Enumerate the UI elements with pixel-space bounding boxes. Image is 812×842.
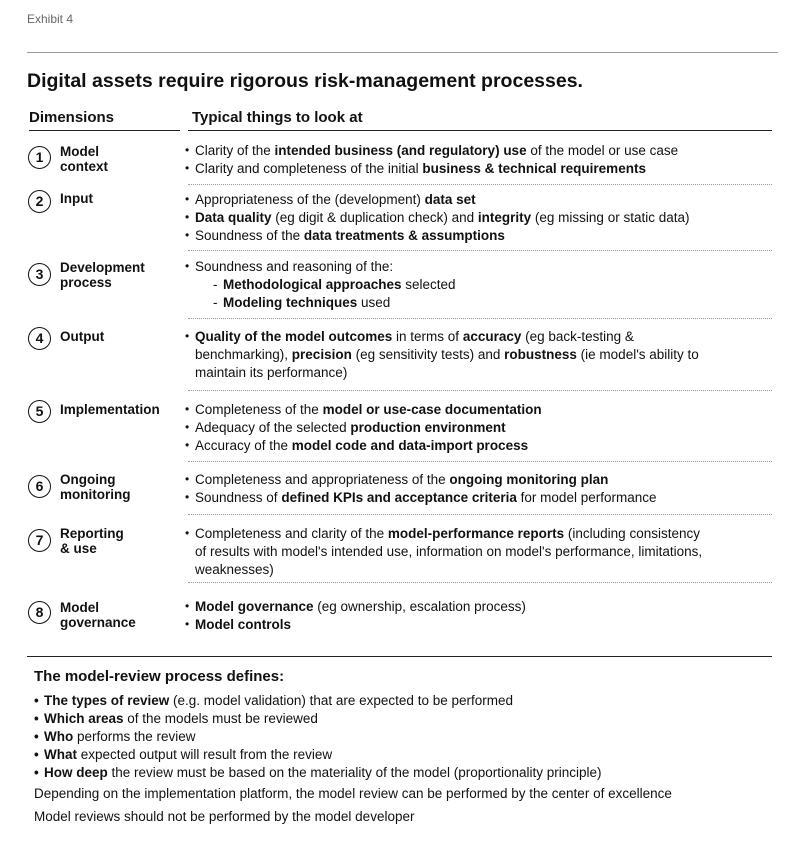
review-item: • What expected output will result from the review	[34, 746, 602, 764]
dimension-number-badge: 3	[28, 263, 51, 286]
checklist-line: • Appropriateness of the (development) data set	[185, 191, 689, 209]
header-rule-typical	[188, 130, 772, 131]
checklist-line: • Soundness of the data treatments & assumptions	[185, 227, 689, 245]
checklist-line: • Adequacy of the selected production environment	[185, 419, 542, 437]
dimension-number-badge: 1	[28, 146, 51, 169]
checklist-line: • Soundness of defined KPIs and acceptance criteria for model performance	[185, 489, 656, 507]
checklist-line: weaknesses)	[195, 561, 274, 577]
review-list	[34, 692, 602, 782]
review-note-1: Depending on the implementation platform, the model review can be performed by the center of excellence	[34, 786, 672, 801]
dimension-label: Reporting & use	[60, 526, 124, 556]
checklist-line: • Quality of the model outcomes in terms of accuracy (eg back-testing &	[185, 328, 699, 346]
row-divider	[188, 318, 772, 319]
dimension-checklist	[185, 471, 656, 507]
dimension-number-badge: 5	[28, 400, 51, 423]
dimension-label: Model context	[60, 144, 109, 174]
dimension-checklist	[185, 328, 699, 381]
review-item: • Who performs the review	[34, 728, 602, 746]
header-rule-dimensions	[29, 130, 180, 131]
page-title: Digital assets require rigorous risk-management processes.	[27, 70, 583, 92]
dimension-label: Input	[60, 191, 93, 206]
row-divider	[188, 184, 772, 185]
dimension-checklist	[185, 191, 689, 244]
review-item: • Which areas of the models must be reviewed	[34, 710, 602, 728]
checklist-line: • Data quality (eg digit & duplication check) and integrity (eg missing or static data)	[185, 209, 689, 227]
row-divider	[188, 250, 772, 251]
checklist-line: • Accuracy of the model code and data-import process	[185, 437, 542, 455]
dimension-label: Output	[60, 329, 105, 344]
checklist-line: • Model controls	[185, 616, 526, 634]
section-divider	[27, 656, 772, 657]
checklist-line: of results with model's intended use, information on model's performance, limitations,	[195, 543, 703, 559]
checklist-line: - Modeling techniques used	[185, 294, 456, 312]
dimension-label: Ongoing monitoring	[60, 472, 131, 502]
checklist-line: • Completeness of the model or use-case documentation	[185, 401, 542, 419]
row-divider	[188, 514, 772, 515]
top-divider	[27, 52, 778, 53]
dimension-number-badge: 4	[28, 327, 51, 350]
dimension-label: Development process	[60, 260, 145, 290]
review-heading: The model-review process defines:	[34, 668, 285, 685]
checklist-line: maintain its performance)	[195, 364, 348, 380]
dimension-checklist	[185, 525, 702, 578]
dimension-number-badge: 8	[28, 601, 51, 624]
checklist-line: • Completeness and clarity of the model-performance reports (including consistency	[185, 525, 702, 543]
dimension-label: Model governance	[60, 600, 136, 630]
checklist-line: • Model governance (eg ownership, escalation process)	[185, 598, 526, 616]
review-item: • How deep the review must be based on the materiality of the model (proportionality principle)	[34, 764, 602, 782]
dimension-number-badge: 2	[28, 190, 51, 213]
column-header-dimensions: Dimensions	[29, 109, 115, 126]
review-item: • The types of review (e.g. model validation) that are expected to be performed	[34, 692, 602, 710]
checklist-line: • Clarity of the intended business (and regulatory) use of the model or use case	[185, 142, 678, 160]
dimension-checklist	[185, 142, 678, 178]
exhibit-label: Exhibit 4	[27, 12, 74, 26]
dimension-number-badge: 6	[28, 475, 51, 498]
column-header-typical: Typical things to look at	[192, 109, 363, 126]
dimension-label: Implementation	[60, 402, 160, 417]
row-divider	[188, 582, 772, 583]
row-divider	[188, 390, 772, 391]
checklist-line: - Methodological approaches selected	[185, 276, 456, 294]
checklist-line: • Clarity and completeness of the initial business & technical requirements	[185, 160, 678, 178]
checklist-line: • Soundness and reasoning of the:	[185, 258, 456, 276]
dimension-checklist	[185, 598, 526, 634]
dimension-checklist	[185, 258, 456, 311]
dimension-number-badge: 7	[28, 529, 51, 552]
dimension-checklist	[185, 401, 542, 454]
checklist-line: • Completeness and appropriateness of the ongoing monitoring plan	[185, 471, 656, 489]
checklist-line: benchmarking), precision (eg sensitivity tests) and robustness (ie model's ability to	[195, 346, 699, 362]
row-divider	[188, 461, 772, 462]
review-note-2: Model reviews should not be performed by the model developer	[34, 809, 415, 824]
